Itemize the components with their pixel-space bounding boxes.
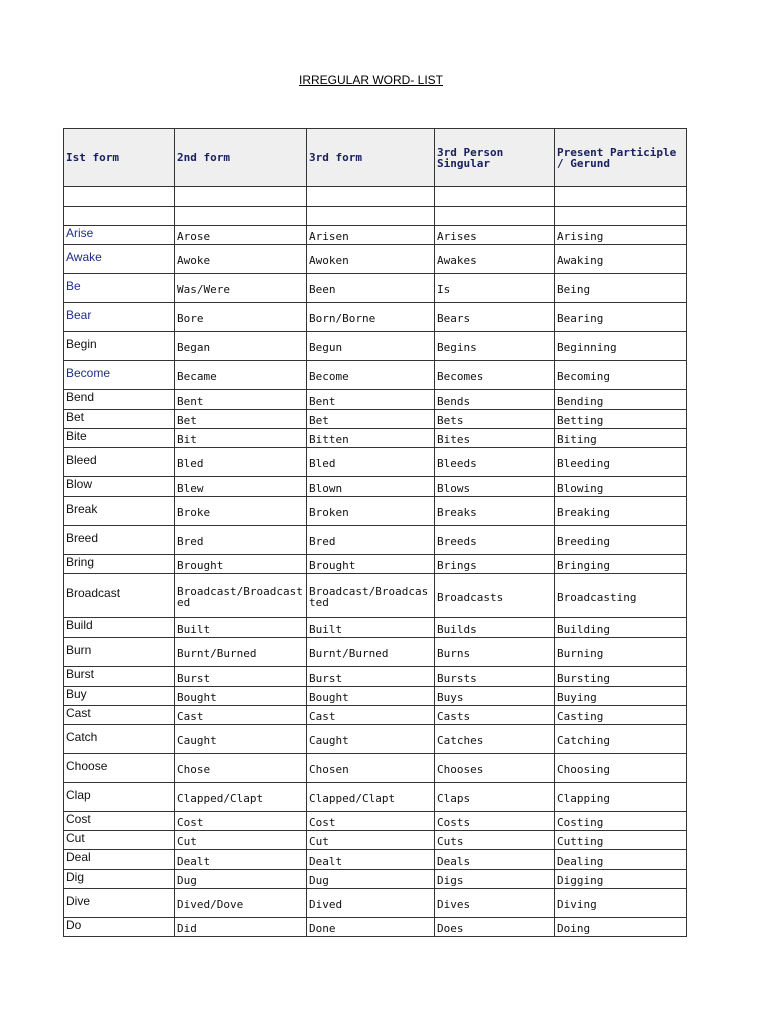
table-row: [64, 245, 687, 274]
table-row: [64, 850, 687, 870]
table-row: [64, 410, 687, 429]
third-form-cell: Broken: [307, 497, 435, 526]
base-form-cell: Bend: [64, 390, 175, 410]
third-form-cell: Bought: [307, 687, 435, 706]
table-row: [64, 429, 687, 448]
third-person-cell: Begins: [435, 332, 555, 361]
third-form-cell: Bent: [307, 390, 435, 410]
third-person-cell: Broadcasts: [435, 574, 555, 618]
third-form-cell: Dealt: [307, 850, 435, 870]
third-form-cell: Arisen: [307, 226, 435, 245]
second-form-cell: Bled: [175, 448, 307, 477]
table-row: [64, 526, 687, 555]
table-row: [64, 555, 687, 574]
third-form-cell: Brought: [307, 555, 435, 574]
third-form-cell: Broadcast/Broadcasted: [307, 574, 435, 618]
third-form-cell: Become: [307, 361, 435, 390]
base-form-cell: Cut: [64, 831, 175, 850]
second-form-cell: Broadcast/Broadcasted: [175, 574, 307, 618]
third-person-cell: Bites: [435, 429, 555, 448]
table-row: [64, 812, 687, 831]
participle-cell: Catching: [555, 725, 687, 754]
participle-cell: Building: [555, 618, 687, 638]
participle-cell: Burning: [555, 638, 687, 667]
header-row: [64, 129, 687, 187]
header-cell-first-form: Ist form: [64, 129, 175, 187]
table-row: [64, 706, 687, 725]
second-form-cell: Bet: [175, 410, 307, 429]
third-form-cell: Built: [307, 618, 435, 638]
participle-cell: Broadcasting: [555, 574, 687, 618]
second-form-cell: Caught: [175, 725, 307, 754]
third-form-cell: Done: [307, 918, 435, 937]
third-person-cell: Builds: [435, 618, 555, 638]
third-form-cell: Burst: [307, 667, 435, 687]
participle-cell: Costing: [555, 812, 687, 831]
third-form-cell: Caught: [307, 725, 435, 754]
participle-cell: Arising: [555, 226, 687, 245]
participle-cell: Bringing: [555, 555, 687, 574]
second-form-cell: Bit: [175, 429, 307, 448]
second-form-cell: Clapped/Clapt: [175, 783, 307, 812]
participle-cell: Breaking: [555, 497, 687, 526]
second-form-cell: Broke: [175, 497, 307, 526]
table-row: [64, 754, 687, 783]
table-row: [64, 448, 687, 477]
third-form-cell: Clapped/Clapt: [307, 783, 435, 812]
participle-cell: Being: [555, 274, 687, 303]
second-form-cell: Burst: [175, 667, 307, 687]
base-form-cell: Dig: [64, 870, 175, 889]
base-form-cell: Burst: [64, 667, 175, 687]
base-form-cell: Cast: [64, 706, 175, 725]
third-form-cell: Been: [307, 274, 435, 303]
participle-cell: Doing: [555, 918, 687, 937]
base-form-cell: Cost: [64, 812, 175, 831]
base-form-cell: Bet: [64, 410, 175, 429]
participle-cell: Choosing: [555, 754, 687, 783]
third-person-cell: Bends: [435, 390, 555, 410]
participle-cell: Blowing: [555, 477, 687, 497]
base-form-cell: Burn: [64, 638, 175, 667]
table-row: [64, 361, 687, 390]
third-person-cell: Buys: [435, 687, 555, 706]
empty-row: [64, 207, 687, 226]
second-form-cell: Arose: [175, 226, 307, 245]
second-form-cell: Dived/Dove: [175, 889, 307, 918]
base-form-cell: Begin: [64, 332, 175, 361]
second-form-cell: Bred: [175, 526, 307, 555]
third-person-cell: Bears: [435, 303, 555, 332]
third-person-cell: Breeds: [435, 526, 555, 555]
table-row: [64, 667, 687, 687]
table-row: [64, 226, 687, 245]
base-form-cell: Break: [64, 497, 175, 526]
base-form-cell: Arise: [64, 226, 175, 245]
participle-cell: Awaking: [555, 245, 687, 274]
second-form-cell: Chose: [175, 754, 307, 783]
table-row: [64, 687, 687, 706]
third-person-cell: Blows: [435, 477, 555, 497]
second-form-cell: Began: [175, 332, 307, 361]
base-form-cell: Bite: [64, 429, 175, 448]
third-form-cell: Begun: [307, 332, 435, 361]
table-row: [64, 638, 687, 667]
participle-cell: Digging: [555, 870, 687, 889]
third-form-cell: Awoken: [307, 245, 435, 274]
participle-cell: Diving: [555, 889, 687, 918]
participle-cell: Beginning: [555, 332, 687, 361]
participle-cell: Bursting: [555, 667, 687, 687]
third-person-cell: Does: [435, 918, 555, 937]
table-row: [64, 303, 687, 332]
second-form-cell: Dealt: [175, 850, 307, 870]
third-form-cell: Burnt/Burned: [307, 638, 435, 667]
third-person-cell: Breaks: [435, 497, 555, 526]
base-form-cell: Blow: [64, 477, 175, 497]
third-form-cell: Blown: [307, 477, 435, 497]
second-form-cell: Bent: [175, 390, 307, 410]
third-person-cell: Deals: [435, 850, 555, 870]
base-form-cell: Bring: [64, 555, 175, 574]
second-form-cell: Was/Were: [175, 274, 307, 303]
base-form-cell: Choose: [64, 754, 175, 783]
second-form-cell: Cost: [175, 812, 307, 831]
third-person-cell: Bets: [435, 410, 555, 429]
table-row: [64, 831, 687, 850]
base-form-cell: Do: [64, 918, 175, 937]
second-form-cell: Built: [175, 618, 307, 638]
base-form-cell: Bleed: [64, 448, 175, 477]
table-row: [64, 725, 687, 754]
third-person-cell: Costs: [435, 812, 555, 831]
base-form-cell: Breed: [64, 526, 175, 555]
participle-cell: Cutting: [555, 831, 687, 850]
third-form-cell: Dug: [307, 870, 435, 889]
base-form-cell: Awake: [64, 245, 175, 274]
table-row: [64, 390, 687, 410]
base-form-cell: Become: [64, 361, 175, 390]
base-form-cell: Buy: [64, 687, 175, 706]
participle-cell: Biting: [555, 429, 687, 448]
table-row: [64, 274, 687, 303]
third-form-cell: Bled: [307, 448, 435, 477]
word-list-table: [63, 128, 687, 937]
third-form-cell: Dived: [307, 889, 435, 918]
table-row: [64, 477, 687, 497]
second-form-cell: Brought: [175, 555, 307, 574]
third-form-cell: Born/Borne: [307, 303, 435, 332]
third-form-cell: Chosen: [307, 754, 435, 783]
third-person-cell: Becomes: [435, 361, 555, 390]
third-form-cell: Cost: [307, 812, 435, 831]
third-person-cell: Brings: [435, 555, 555, 574]
base-form-cell: Catch: [64, 725, 175, 754]
third-form-cell: Cut: [307, 831, 435, 850]
header-cell-third-person: 3rd Person Singular: [435, 129, 555, 187]
base-form-cell: Build: [64, 618, 175, 638]
second-form-cell: Cast: [175, 706, 307, 725]
table-row: [64, 889, 687, 918]
third-person-cell: Burns: [435, 638, 555, 667]
second-form-cell: Cut: [175, 831, 307, 850]
second-form-cell: Bore: [175, 303, 307, 332]
base-form-cell: Deal: [64, 850, 175, 870]
participle-cell: Betting: [555, 410, 687, 429]
table-row: [64, 918, 687, 937]
third-person-cell: Digs: [435, 870, 555, 889]
third-person-cell: Catches: [435, 725, 555, 754]
table-row: [64, 332, 687, 361]
third-person-cell: Is: [435, 274, 555, 303]
base-form-cell: Clap: [64, 783, 175, 812]
table-row: [64, 574, 687, 618]
participle-cell: Bearing: [555, 303, 687, 332]
header-cell-second-form: 2nd form: [175, 129, 307, 187]
participle-cell: Casting: [555, 706, 687, 725]
third-person-cell: Bleeds: [435, 448, 555, 477]
third-person-cell: Dives: [435, 889, 555, 918]
participle-cell: Becoming: [555, 361, 687, 390]
third-form-cell: Bet: [307, 410, 435, 429]
participle-cell: Breeding: [555, 526, 687, 555]
second-form-cell: Awoke: [175, 245, 307, 274]
second-form-cell: Burnt/Burned: [175, 638, 307, 667]
base-form-cell: Bear: [64, 303, 175, 332]
third-person-cell: Casts: [435, 706, 555, 725]
table-row: [64, 783, 687, 812]
participle-cell: Bending: [555, 390, 687, 410]
third-person-cell: Cuts: [435, 831, 555, 850]
participle-cell: Buying: [555, 687, 687, 706]
table-row: [64, 870, 687, 889]
empty-row: [64, 187, 687, 207]
third-person-cell: Claps: [435, 783, 555, 812]
header-cell-participle: Present Participle / Gerund: [555, 129, 687, 187]
second-form-cell: Dug: [175, 870, 307, 889]
second-form-cell: Blew: [175, 477, 307, 497]
third-form-cell: Bitten: [307, 429, 435, 448]
second-form-cell: Bought: [175, 687, 307, 706]
participle-cell: Bleeding: [555, 448, 687, 477]
third-form-cell: Cast: [307, 706, 435, 725]
base-form-cell: Dive: [64, 889, 175, 918]
table-row: [64, 618, 687, 638]
third-person-cell: Arises: [435, 226, 555, 245]
header-cell-third-form: 3rd form: [307, 129, 435, 187]
second-form-cell: Did: [175, 918, 307, 937]
table-row: [64, 497, 687, 526]
third-person-cell: Chooses: [435, 754, 555, 783]
second-form-cell: Became: [175, 361, 307, 390]
base-form-cell: Be: [64, 274, 175, 303]
participle-cell: Clapping: [555, 783, 687, 812]
third-form-cell: Bred: [307, 526, 435, 555]
participle-cell: Dealing: [555, 850, 687, 870]
third-person-cell: Bursts: [435, 667, 555, 687]
page-title: IRREGULAR WORD- LIST: [298, 73, 443, 87]
base-form-cell: Broadcast: [64, 574, 175, 618]
third-person-cell: Awakes: [435, 245, 555, 274]
